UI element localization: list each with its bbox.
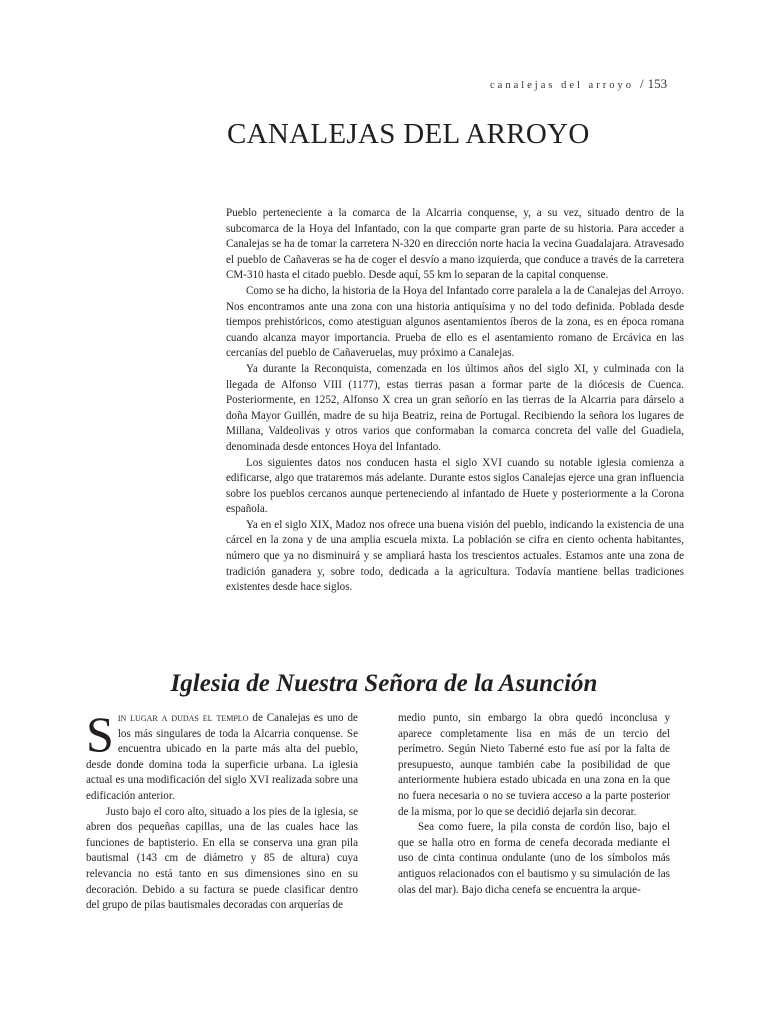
running-head xyxy=(490,76,690,92)
left-paragraph-1-text: de Canalejas es uno de los más singulares de toda la Alcarria conquense. Se encuentra ubicado en la parte más alta del pueblo, desde donde domina toda la superficie urbana. La iglesia actual es una modificación del siglo XVI realizada sobre una edificación anterior. xyxy=(86,712,358,802)
article-title: CANALEJAS DEL ARROYO xyxy=(227,118,590,150)
right-paragraph-2: Sea como fuere, la pila consta de cordón liso, bajo el que se halla otro en forma de cenefa decorada mediante el uso de cinta continua ondulante (uno de los símbolos más antiguos relacionados con el bautismo y su simulación de las olas del mar). Bajo dicha cenefa se encuentra la arque- xyxy=(398,821,670,896)
intro-paragraph: Pueblo perteneciente a la comarca de la Alcarria conquense, y, a su vez, situado dentro de la subcomarca de la Hoya del Infantado, con la que comparte gran parte de su historia. Para acceder a Canalejas se ha de tomar la carretera N-320 en dirección norte hacia la vecina Guadalajara. Atravesado el pueblo de Cañaveras se ha de coger el desvío a mano izquierda, que conduce a través de la carretera CM-310 hasta el citado pueblo. Desde aquí, 55 km lo separan de la capital conquense. xyxy=(226,207,684,282)
intro-paragraph: Los siguientes datos nos conducen hasta el siglo XVI cuando su notable iglesia comienza a edificarse, algo que trataremos más adelante. Durante estos siglos Canalejas ejerce una gran influencia sobre los pueblos cercanos aunque perteneciendo al infantado de Huete y posteriormente a la Corona española. xyxy=(226,456,684,516)
lead-in: in lugar a dudas el templo xyxy=(117,712,249,724)
intro-paragraph: Como se ha dicho, la historia de la Hoya del Infantado corre paralela a la de Canalejas del Arroyo. Nos encontramos ante una zona con una historia antiquísima y no del todo definida. Poblada desde tiempos prehistóricos, como atestiguan algunos asentamientos íberos de la zona, es en época romana cuando alcanza mayor importancia. Prueba de ello es el asentamiento romano de Ercávica en las cercanías del pueblo de Cañaveruelas, muy próximo a Canalejas. xyxy=(226,284,684,360)
intro-text xyxy=(226,206,684,596)
right-paragraph-1: medio punto, sin embargo la obra quedó inconclusa y aparece completamente lisa en más de un tercio del perímetro. Según Nieto Taberné esto fue así por la falta de presupuesto, aunque también cabe la posibilidad de que anteriormente hubiera estado ubicada en una zona en la que no fuera necesaria o no se tuviera acceso a la parte posterior de la misma, por lo que se decidió dejarla sin decorar. xyxy=(398,712,670,818)
section-title: Iglesia de Nuestra Señora de la Asunción xyxy=(170,670,598,697)
intro-paragraph: Ya en el siglo XIX, Madoz nos ofrece una buena visión del pueblo, indicando la existencia de una cárcel en la zona y de una amplia escuela mixta. La población se cifra en ciento ochenta habitantes, número que ya no disminuirá y se ampliará hasta los trescientos actuales. Estamos ante una zona de tradición ganadera y, sobre todo, dedicada a la agricultura. Todavía mantiene bellas tradiciones existentes desde hace siglos. xyxy=(226,518,684,594)
running-head-separator: / xyxy=(639,76,644,91)
intro-paragraph: Ya durante la Reconquista, comenzada en los últimos años del siglo XI, y culminada con la llegada de Alfonso VIII (1177), estas tierras pasan a formar parte de la diócesis de Cuenca. Posteriormente, en 1252, Alfonso X crea un gran señorío en las tierras de la Alcarria para dárselo a doña Mayor Guillén, madre de su hija Beatriz, reina de Portugal. Recibiendo la señora los lugares de Millana, Valdeolivas y otros varios que conformaban la comarca concreta del valle del Guadiela, denominada desde entonces Hoya del Infantado. xyxy=(226,362,684,453)
left-paragraph-2: Justo bajo el coro alto, situado a los pies de la iglesia, se abren dos pequeñas capillas, una de las cuales hace las funciones de baptisterio. En ella se conserva una gran pila bautismal (143 cm de diámetro y 85 de altura) cuya relevancia no está tanto en sus dimensiones sino en su decoración. Debido a su factura se puede clasificar dentro del grupo de pilas bautismales decoradas con arquerías de xyxy=(86,805,358,912)
drop-cap: S xyxy=(86,706,114,762)
running-title: canalejas del arroyo xyxy=(490,80,634,91)
right-column xyxy=(398,711,670,898)
left-column xyxy=(86,706,358,914)
left-paragraph-1 xyxy=(86,706,358,805)
page-number: 153 xyxy=(647,76,668,91)
